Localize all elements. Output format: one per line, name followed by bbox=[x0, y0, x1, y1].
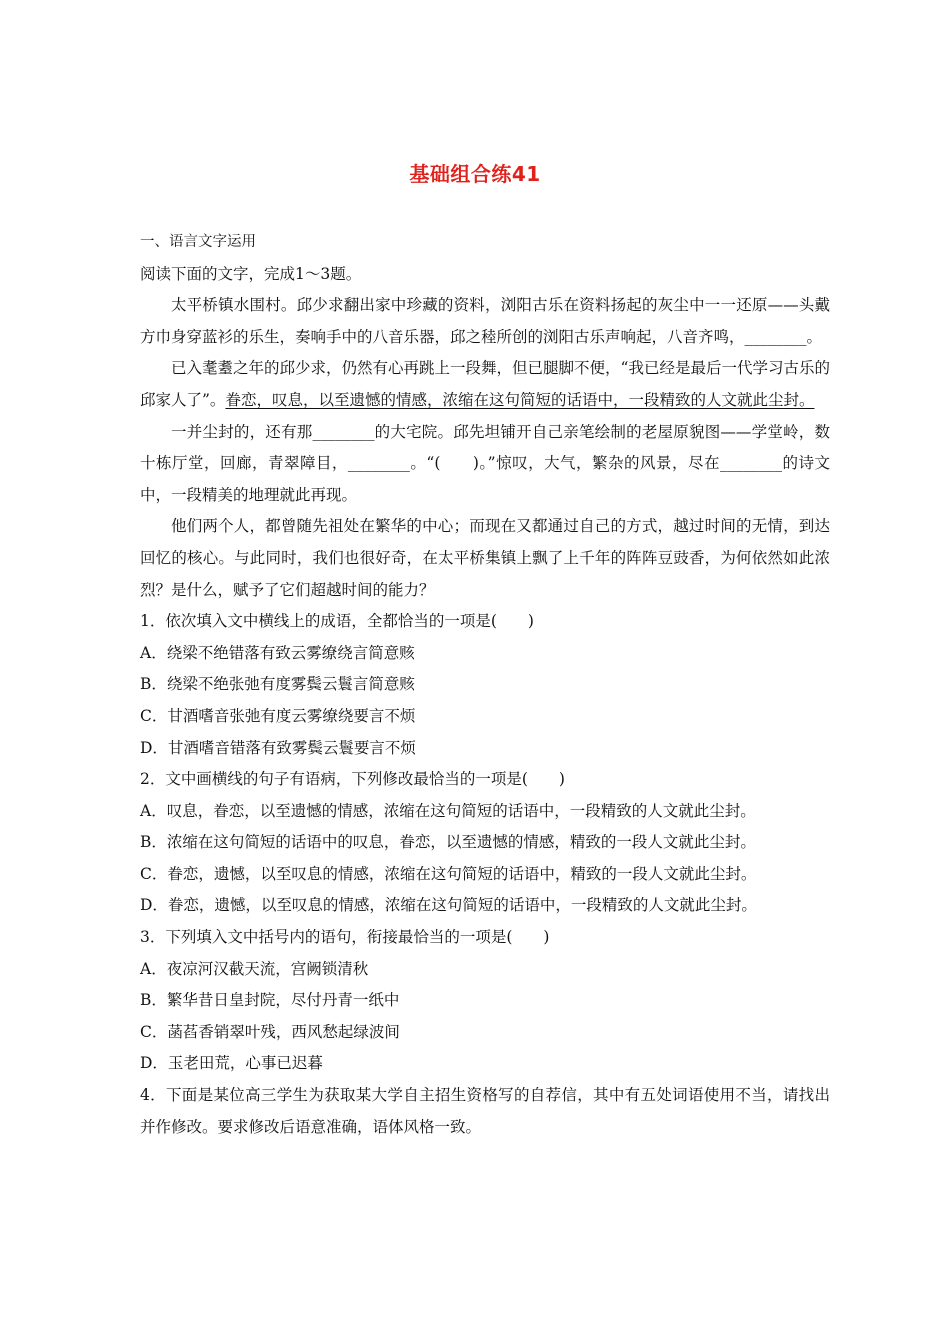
passage-paragraph-4: 他们两个人，都曾随先祖处在繁华的中心；而现在又都通过自己的方式，越过时间的无情，到达回忆的核心。与此同时，我们也很好奇，在太平桥集镇上飘了上千年的阵阵豆豉香，为何依然如此浓烈？是什么，赋予了它们超越时间的能力？ bbox=[140, 517, 830, 599]
section-heading: 一、语言文字运用 bbox=[140, 234, 256, 250]
question-2-option-c: C．眷恋，遗憾，以至叹息的情感，浓缩在这句简短的话语中，精致的一段人文就此尘封。 bbox=[140, 864, 757, 883]
question-1-option-a: A．绕梁不绝错落有致云雾缭绕言简意赅 bbox=[140, 643, 415, 662]
document-body bbox=[140, 227, 830, 1143]
question-1-stem: 1．依次填入文中横线上的成语，全都恰当的一项是( ) bbox=[140, 612, 534, 631]
question-2-option-b: B．浓缩在这句简短的话语中的叹息，眷恋，以至遗憾的情感，精致的一段人文就此尘封。 bbox=[140, 833, 756, 852]
passage-paragraph-3: 一并尘封的，还有那________的大宅院。邱先坦铺开自己亲笔绘制的老屋原貌图——学堂岭，数十栋厅堂，回廊，青翠障目，________。“( )。”惊叹，大气，繁杂的风景，尽在________的诗文中，一段精美的地理就此再现。 bbox=[140, 422, 830, 504]
passage-paragraph-1: 太平桥镇水围村。邱少求翻出家中珍藏的资料，浏阳古乐在资料扬起的灰尘中一一还原——头戴方巾身穿蓝衫的乐生，奏响手中的八音乐器，邱之稑所创的浏阳古乐声响起，八音齐鸣，________。 bbox=[140, 296, 830, 346]
passage-paragraph-2 bbox=[140, 353, 830, 416]
question-3-stem: 3．下列填入文中括号内的语句，衔接最恰当的一项是( ) bbox=[140, 928, 550, 947]
question-3-option-d: D．玉老田荒，心事已迟暮 bbox=[140, 1054, 323, 1073]
question-2-stem: 2．文中画横线的句子有语病，下列修改最恰当的一项是( ) bbox=[140, 770, 565, 789]
page-title: 基础组合练41 bbox=[409, 162, 541, 186]
question-4-stem: 4．下面是某位高三学生为获取某大学自主招生资格写的自荐信，其中有五处词语使用不当，请找出并作修改。要求修改后语意准确，语体风格一致。 bbox=[140, 1086, 830, 1136]
question-1-option-b: B．绕梁不绝张弛有度雾鬓云鬟言简意赅 bbox=[140, 675, 415, 694]
question-1-option-c: C．甘酒嗜音张弛有度云雾缭绕要言不烦 bbox=[140, 706, 416, 725]
passage-paragraph-2-text: 已入耄耋之年的邱少求，仍然有心再跳上一段舞，但已腿脚不便，“我已经是最后一代学习古乐的邱家人了”。 bbox=[140, 359, 830, 409]
question-1-option-d: D．甘酒嗜音错落有致雾鬓云鬟要言不烦 bbox=[140, 738, 416, 757]
question-3-option-c: C．菡萏香销翠叶残，西风愁起绿波间 bbox=[140, 1022, 400, 1041]
underlined-sentence: 眷恋，叹息，以至遗憾的情感，浓缩在这句简短的话语中，一段精致的人文就此尘封。 bbox=[225, 390, 815, 409]
question-3-option-b: B．繁华昔日皇封院，尽付丹青一纸中 bbox=[140, 991, 400, 1010]
question-2-option-d: D．眷恋，遗憾，以至叹息的情感，浓缩在这句简短的话语中，一段精致的人文就此尘封。 bbox=[140, 896, 757, 915]
instruction: 阅读下面的文字，完成1～3题。 bbox=[140, 264, 362, 283]
question-2-option-a: A．叹息，眷恋，以至遗憾的情感，浓缩在这句简短的话语中，一段精致的人文就此尘封。 bbox=[140, 801, 756, 820]
question-3-option-a: A．夜凉河汉截天流，宫阙锁清秋 bbox=[140, 959, 369, 978]
